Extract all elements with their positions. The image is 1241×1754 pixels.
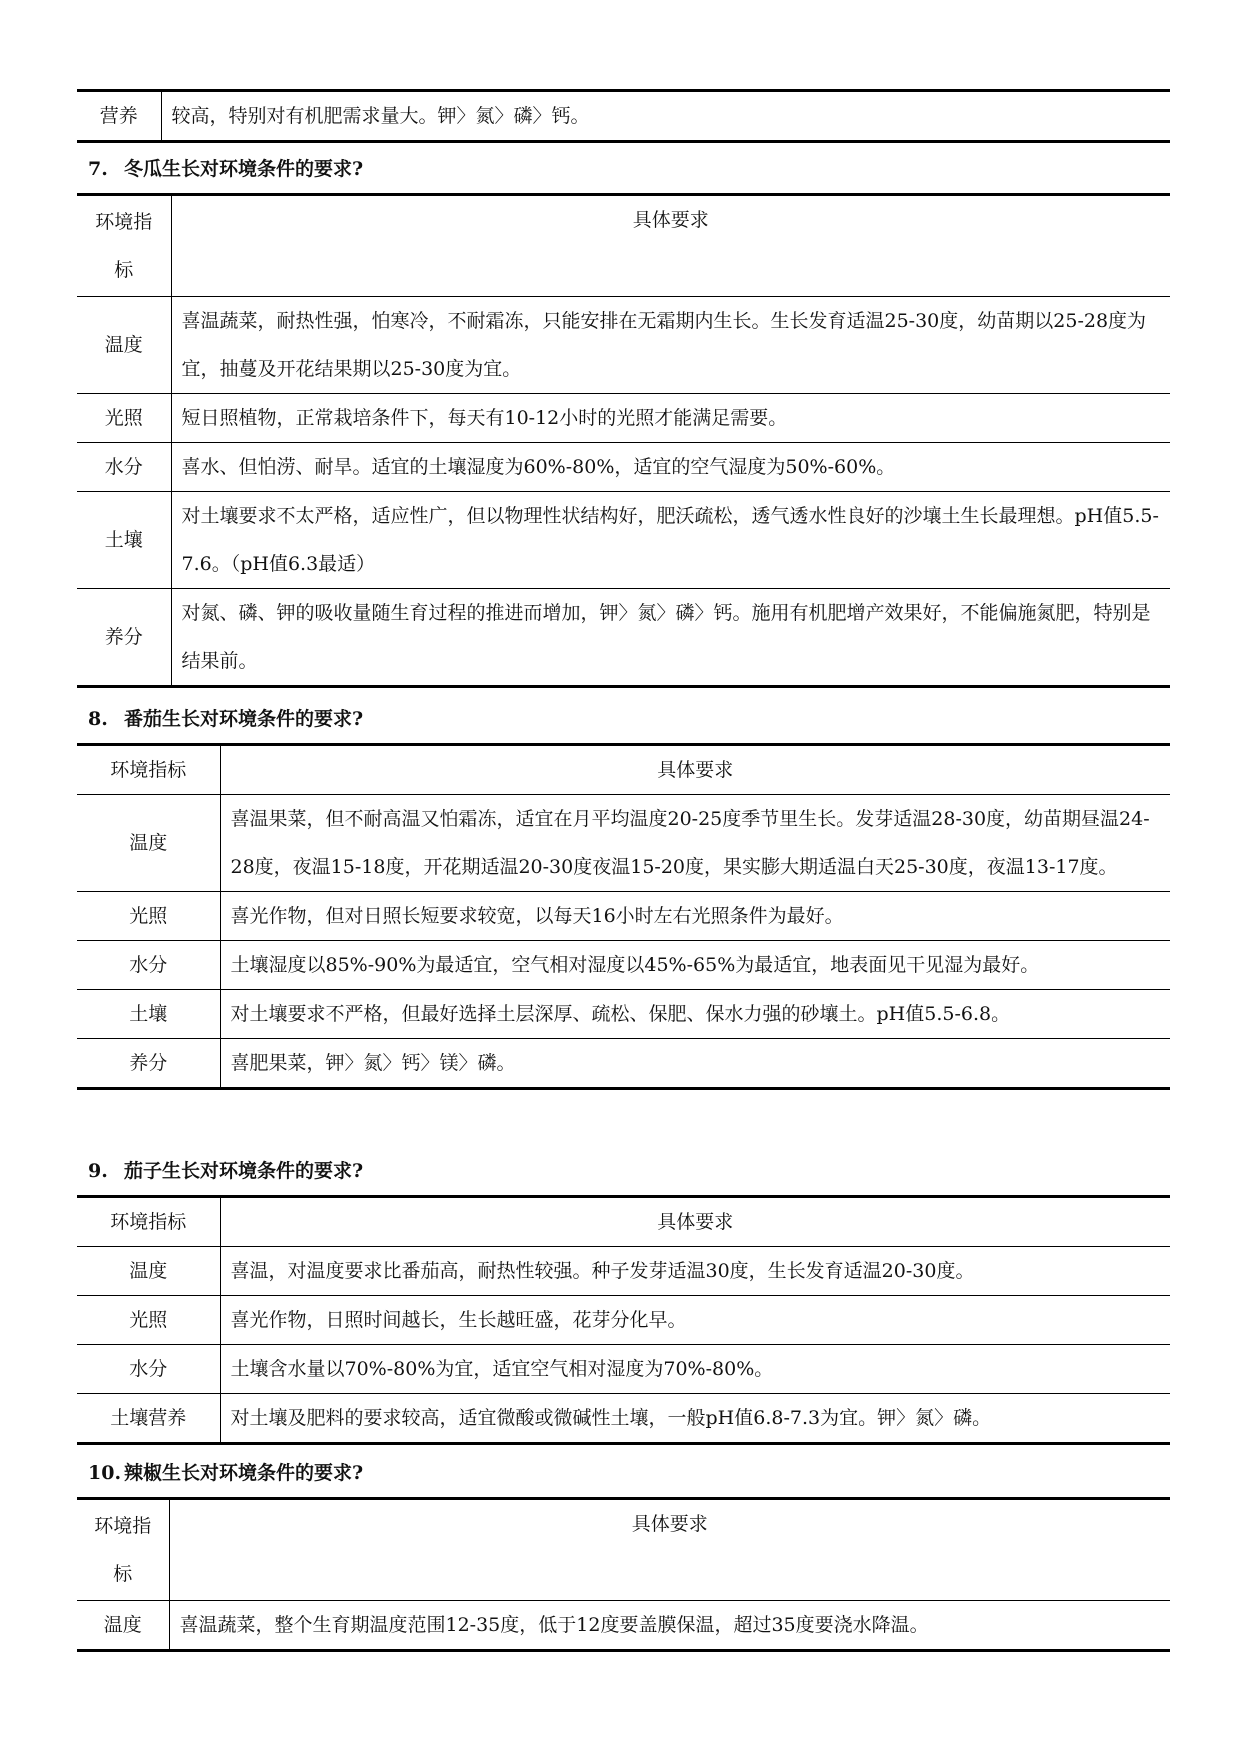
section-title: 番茄生长对环境条件的要求? — [124, 708, 364, 730]
header-key: 环境指标 — [77, 1499, 169, 1601]
row-label: 水分 — [77, 443, 171, 492]
row-label: 温度 — [77, 795, 220, 892]
table-row — [77, 1601, 1170, 1651]
table-row — [77, 1039, 1170, 1089]
table-winter-melon — [77, 193, 1170, 688]
header-key: 环境指标 — [77, 1197, 220, 1247]
table-chili-pepper — [77, 1497, 1170, 1652]
header-value: 具体要求 — [631, 1513, 708, 1535]
section-heading-7 — [88, 154, 363, 184]
row-text: 喜光作物，日照时间越长，生长越旺盛，花芽分化早。 — [220, 1296, 1170, 1345]
row-text: 喜温，对温度要求比番茄高，耐热性较强。种子发芽适温30度，生长发育适温20-30度。 — [220, 1247, 1170, 1296]
header-key: 环境指标 — [77, 195, 171, 297]
table-header-row — [77, 745, 1170, 795]
table-row — [77, 443, 1170, 492]
row-label: 养分 — [77, 1039, 220, 1089]
table-row — [77, 394, 1170, 443]
table-row — [77, 795, 1170, 892]
row-text: 喜温蔬菜，整个生育期温度范围12-35度，低于12度要盖膜保温，超过35度要浇水降温。 — [169, 1601, 1170, 1651]
row-label: 光照 — [77, 394, 171, 443]
row-text: 喜肥果菜，钾〉氮〉钙〉镁〉磷。 — [220, 1039, 1170, 1089]
row-label: 养分 — [77, 589, 171, 687]
row-text: 喜光作物，但对日照长短要求较宽，以每天16小时左右光照条件为最好。 — [220, 892, 1170, 941]
table-row — [77, 492, 1170, 589]
table-row — [77, 297, 1170, 394]
row-label: 土壤营养 — [77, 1394, 220, 1444]
section-title: 冬瓜生长对环境条件的要求? — [124, 158, 364, 180]
table-row — [77, 1247, 1170, 1296]
table-tomato — [77, 743, 1170, 1090]
row-text: 土壤含水量以70%-80%为宜，适宜空气相对湿度为70%-80%。 — [220, 1345, 1170, 1394]
header-value: 具体要求 — [632, 209, 709, 231]
row-label: 温度 — [77, 297, 171, 394]
row-text: 对土壤要求不太严格，适应性广，但以物理性状结构好，肥沃疏松，透气透水性良好的沙壤土生长最理想。pH值5.5-7.6。（pH值6.3最适） — [171, 492, 1170, 589]
table-row — [77, 91, 1170, 142]
row-text: 喜水、但怕涝、耐旱。适宜的土壤湿度为60%-80%，适宜的空气湿度为50%-60%。 — [171, 443, 1170, 492]
row-text: 土壤湿度以85%-90%为最适宜，空气相对湿度以45%-65%为最适宜，地表面见干见湿为最好。 — [220, 941, 1170, 990]
row-text: 对土壤要求不严格，但最好选择土层深厚、疏松、保肥、保水力强的砂壤土。pH值5.5-6.8。 — [220, 990, 1170, 1039]
continued-table — [77, 89, 1170, 143]
section-number: 9. — [88, 1160, 108, 1182]
row-label: 水分 — [77, 941, 220, 990]
section-number: 8. — [88, 708, 108, 730]
row-text: 喜温果菜，但不耐高温又怕霜冻，适宜在月平均温度20-25度季节里生长。发芽适温28-30度，幼苗期昼温24-28度，夜温15-18度，开花期适温20-30度夜温15-20度，果实膨大期适温白天25-30度，夜温13-17度。 — [220, 795, 1170, 892]
table-row — [77, 589, 1170, 687]
section-heading-8 — [88, 704, 363, 734]
table-row — [77, 990, 1170, 1039]
table-header-row — [77, 1197, 1170, 1247]
table-row — [77, 1296, 1170, 1345]
row-label: 土壤 — [77, 492, 171, 589]
row-text: 对土壤及肥料的要求较高，适宜微酸或微碱性土壤，一般pH值6.8-7.3为宜。钾〉氮〉磷。 — [220, 1394, 1170, 1444]
table-header-row — [77, 195, 1170, 297]
row-text: 喜温蔬菜，耐热性强，怕寒冷，不耐霜冻，只能安排在无霜期内生长。生长发育适温25-30度，幼苗期以25-28度为宜，抽蔓及开花结果期以25-30度为宜。 — [171, 297, 1170, 394]
row-label: 光照 — [77, 892, 220, 941]
row-label: 温度 — [77, 1601, 169, 1651]
header-value: 具体要求 — [657, 1211, 734, 1233]
section-number: 10. — [88, 1462, 122, 1484]
table-row — [77, 1345, 1170, 1394]
row-label: 土壤 — [77, 990, 220, 1039]
section-title: 茄子生长对环境条件的要求? — [124, 1160, 364, 1182]
row-text: 较高，特别对有机肥需求量大。钾〉氮〉磷〉钙。 — [171, 105, 590, 127]
header-key: 环境指标 — [77, 745, 220, 795]
section-heading-10 — [88, 1458, 363, 1488]
row-text: 对氮、磷、钾的吸收量随生育过程的推进而增加，钾〉氮〉磷〉钙。施用有机肥增产效果好，不能偏施氮肥，特别是结果前。 — [171, 589, 1170, 687]
table-eggplant — [77, 1195, 1170, 1445]
row-label: 营养 — [77, 91, 161, 142]
header-value: 具体要求 — [657, 759, 734, 781]
table-row — [77, 892, 1170, 941]
section-number: 7. — [88, 158, 108, 180]
section-title: 辣椒生长对环境条件的要求? — [124, 1462, 364, 1484]
row-label: 温度 — [77, 1247, 220, 1296]
table-row — [77, 1394, 1170, 1444]
row-text: 短日照植物，正常栽培条件下，每天有10-12小时的光照才能满足需要。 — [171, 394, 1170, 443]
table-row — [77, 941, 1170, 990]
row-label: 水分 — [77, 1345, 220, 1394]
row-label: 光照 — [77, 1296, 220, 1345]
table-header-row — [77, 1499, 1170, 1601]
section-heading-9 — [88, 1156, 363, 1186]
